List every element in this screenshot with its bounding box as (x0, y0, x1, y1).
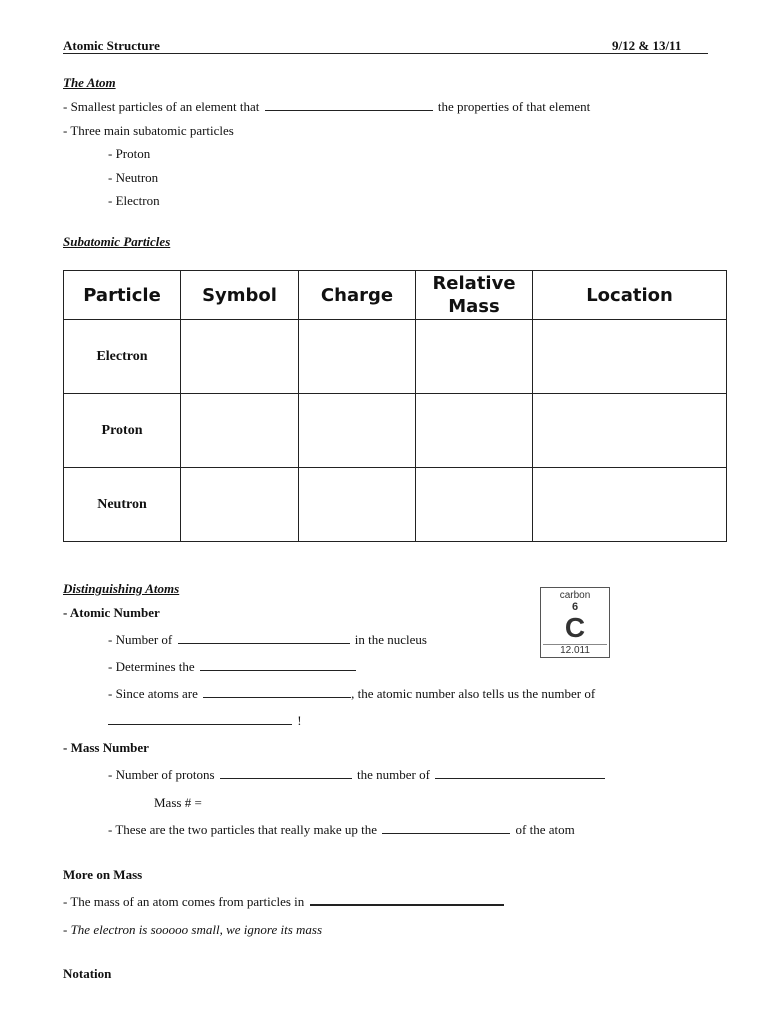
particles-table (63, 270, 727, 542)
table-cell[interactable] (181, 320, 299, 394)
element-symbol: C (564, 612, 586, 643)
header-rule (63, 53, 708, 54)
column-header: Particle (64, 271, 181, 320)
fill-blank[interactable] (382, 823, 510, 834)
atom-line1-after: the properties of that element (437, 99, 591, 114)
mass-number-line1 (108, 767, 607, 783)
notation-heading: Notation (63, 966, 112, 981)
table-cell[interactable] (299, 320, 416, 394)
list-item: - Electron (108, 193, 160, 208)
fill-blank[interactable] (265, 100, 433, 111)
atom-definition-line (63, 99, 590, 115)
list-item: - Proton (108, 146, 151, 161)
fill-blank[interactable] (200, 660, 356, 671)
fill-blank[interactable] (108, 714, 292, 725)
row-label: Electron (64, 320, 181, 394)
table-cell[interactable] (416, 320, 533, 394)
column-header-text: Relative Mass (432, 273, 516, 317)
distinguishing-heading: Distinguishing Atoms (63, 581, 180, 596)
table-cell[interactable] (299, 468, 416, 542)
fill-blank[interactable] (178, 633, 350, 644)
page-title: Atomic Structure (63, 38, 160, 53)
text-segment: - Determines the (108, 659, 195, 674)
table-cell[interactable] (533, 394, 727, 468)
table-cell[interactable] (416, 394, 533, 468)
atom-line2: - Three main subatomic particles (63, 123, 234, 138)
atom-heading: The Atom (63, 75, 116, 90)
row-label: Neutron (64, 468, 181, 542)
column-header: Charge (299, 271, 416, 320)
row-label: Proton (64, 394, 181, 468)
atomic-number-line1 (108, 632, 427, 648)
table-header-row (64, 271, 727, 320)
text-segment: the number of (357, 767, 430, 782)
subatomic-heading: Subatomic Particles (63, 234, 171, 249)
element-atomic-number: 6 (571, 601, 579, 613)
table-row (64, 320, 727, 394)
list-item: - Neutron (108, 170, 159, 185)
element-mass: 12.011 (543, 644, 607, 657)
column-header: Location (533, 271, 727, 320)
table-cell[interactable] (181, 468, 299, 542)
more-on-mass-line2: - The electron is sooooo small, we ignore its mass (63, 922, 323, 937)
atom-line1-before: - Smallest particles of an element that (63, 99, 260, 114)
table-cell[interactable] (416, 468, 533, 542)
text-segment: - Since atoms are (108, 686, 198, 701)
mass-number-line3 (108, 822, 575, 838)
text-segment: - Number of (108, 632, 173, 647)
text-segment: in the nucleus (354, 632, 427, 647)
fill-blank[interactable] (435, 768, 605, 779)
table-cell[interactable] (533, 468, 727, 542)
atomic-number-line3 (108, 686, 595, 702)
more-on-mass-heading: More on Mass (63, 867, 143, 882)
table-cell[interactable] (533, 320, 727, 394)
text-segment: - The mass of an atom comes from particles in (63, 894, 305, 909)
column-header (416, 271, 533, 320)
mass-number-formula: Mass # = (154, 795, 202, 810)
atomic-number-line4 (108, 713, 302, 729)
text-segment: , the atomic number also tells us the number of (351, 686, 596, 701)
atomic-number-line2 (108, 659, 358, 675)
column-header: Symbol (181, 271, 299, 320)
table-cell[interactable] (181, 394, 299, 468)
text-segment: - These are the two particles that really make up the (108, 822, 378, 837)
table-row (64, 468, 727, 542)
atomic-number-label: - Atomic Number (63, 605, 160, 620)
fill-blank[interactable] (203, 687, 351, 698)
page-date: 9/12 & 13/11 (612, 38, 682, 53)
text-segment: of the atom (515, 822, 575, 837)
fill-blank[interactable] (220, 768, 352, 779)
text-segment: ! (297, 713, 302, 728)
mass-number-label: - Mass Number (63, 740, 149, 755)
carbon-element-tile (540, 587, 610, 658)
table-row (64, 394, 727, 468)
element-name: carbon (559, 590, 591, 601)
text-segment: - Number of protons (108, 767, 215, 782)
more-on-mass-line1 (63, 894, 506, 910)
fill-blank[interactable] (310, 894, 504, 906)
table-cell[interactable] (299, 394, 416, 468)
